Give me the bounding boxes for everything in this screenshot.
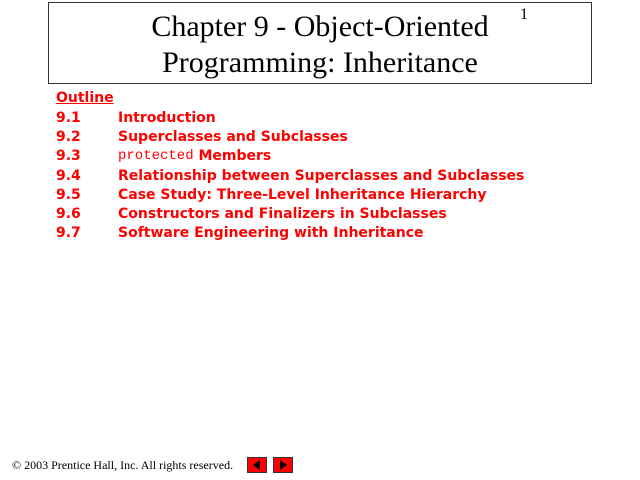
previous-slide-button[interactable] — [247, 457, 267, 473]
triangle-right-icon — [274, 458, 292, 472]
outline-item — [56, 204, 524, 223]
outline-item-text: Case Study: Three-Level Inheritance Hierarchy — [118, 186, 487, 203]
outline-item-number: 9.5 — [56, 186, 81, 203]
outline-item-text: Constructors and Finalizers in Subclasses — [118, 206, 447, 223]
outline-heading: Outline — [56, 90, 114, 106]
slide-number: 1 — [520, 6, 528, 23]
outline-item — [56, 147, 524, 166]
outline-item-text: Relationship between Superclasses and Subclasses — [118, 167, 525, 184]
outline-item-text: Software Engineering with Inheritance — [118, 225, 424, 242]
slide-title — [49, 9, 591, 81]
outline-item-text: Members — [193, 148, 272, 165]
title-line-2: Programming: Inheritance — [162, 46, 478, 79]
outline-item — [56, 185, 524, 204]
outline-item — [56, 127, 524, 146]
outline-item-text: Introduction — [118, 109, 216, 126]
copyright-footer: © 2003 Prentice Hall, Inc. All rights reserved. — [12, 458, 234, 472]
outline-item-number: 9.1 — [56, 109, 81, 126]
outline — [56, 89, 524, 243]
outline-item — [56, 108, 524, 127]
outline-item — [56, 224, 524, 243]
outline-item-number: 9.3 — [56, 148, 81, 165]
outline-item-number: 9.4 — [56, 167, 81, 184]
outline-item-number: 9.6 — [56, 206, 81, 223]
outline-item — [56, 166, 524, 185]
triangle-left-icon — [248, 458, 266, 472]
outline-item-number: 9.7 — [56, 225, 81, 242]
outline-item-text: Superclasses and Subclasses — [118, 128, 348, 145]
title-box — [48, 2, 592, 84]
next-slide-button[interactable] — [273, 457, 293, 473]
title-line-1: Chapter 9 - Object-Oriented — [151, 10, 489, 43]
outline-item-code: protected — [118, 148, 194, 165]
outline-item-number: 9.2 — [56, 128, 81, 145]
